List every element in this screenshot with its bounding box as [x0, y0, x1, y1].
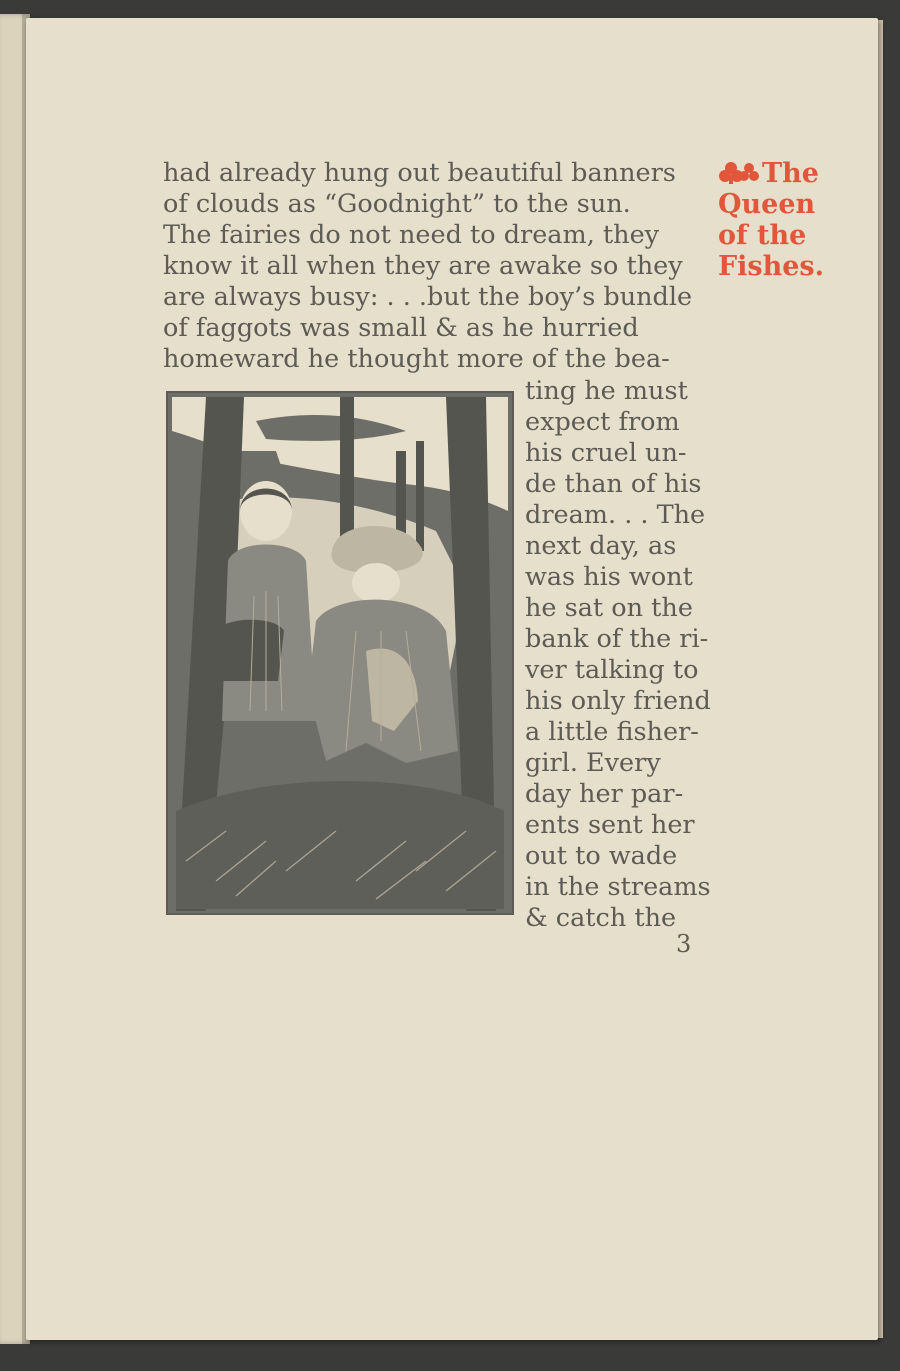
text-line: de than of his	[525, 469, 702, 499]
text-line: ver talking to	[525, 655, 699, 685]
text-line: know it all when they are awake so they	[163, 251, 683, 281]
text-line: he sat on the	[525, 593, 693, 623]
text-line: bank of the ri-	[525, 624, 709, 654]
gloss-line: Queen	[718, 189, 816, 220]
text-line: day her par-	[525, 779, 684, 809]
text-line: dream. . . The	[525, 500, 706, 530]
gloss-line: Fishes.	[718, 251, 825, 282]
text-line: a little fisher-	[525, 717, 699, 747]
text-line: ting he must	[525, 376, 688, 406]
trefoil-ornament-icon	[718, 159, 762, 185]
text-line: in the streams	[525, 872, 711, 902]
gloss-line: The	[762, 158, 819, 189]
page-number: 3	[676, 930, 692, 958]
text-line: of faggots was small & as he hurried	[163, 313, 639, 343]
text-line: ents sent her	[525, 810, 695, 840]
text-line: next day, as	[525, 531, 677, 561]
text-line: homeward he thought more of the bea-	[163, 344, 670, 374]
text-line: was his wont	[525, 562, 693, 592]
text-line: expect from	[525, 407, 680, 437]
marginal-gloss	[718, 158, 838, 282]
text-line: are always busy: . . .but the boy’s bundle	[163, 282, 693, 312]
text-line: girl. Every	[525, 748, 661, 778]
text-line: of clouds as “Goodnight” to the sun.	[163, 189, 631, 219]
text-line: & catch the	[525, 903, 677, 933]
text-line: out to wade	[525, 841, 678, 871]
gloss-line: of the	[718, 220, 807, 251]
text-line: The fairies do not need to dream, they	[163, 220, 660, 250]
body-text-column	[525, 376, 711, 934]
woodcut-illustration-icon	[166, 391, 514, 915]
text-line: his only friend	[525, 686, 711, 716]
body-text-top	[163, 158, 692, 375]
text-line: his cruel un-	[525, 438, 687, 468]
text-line: had already hung out beautiful banners	[163, 158, 676, 188]
